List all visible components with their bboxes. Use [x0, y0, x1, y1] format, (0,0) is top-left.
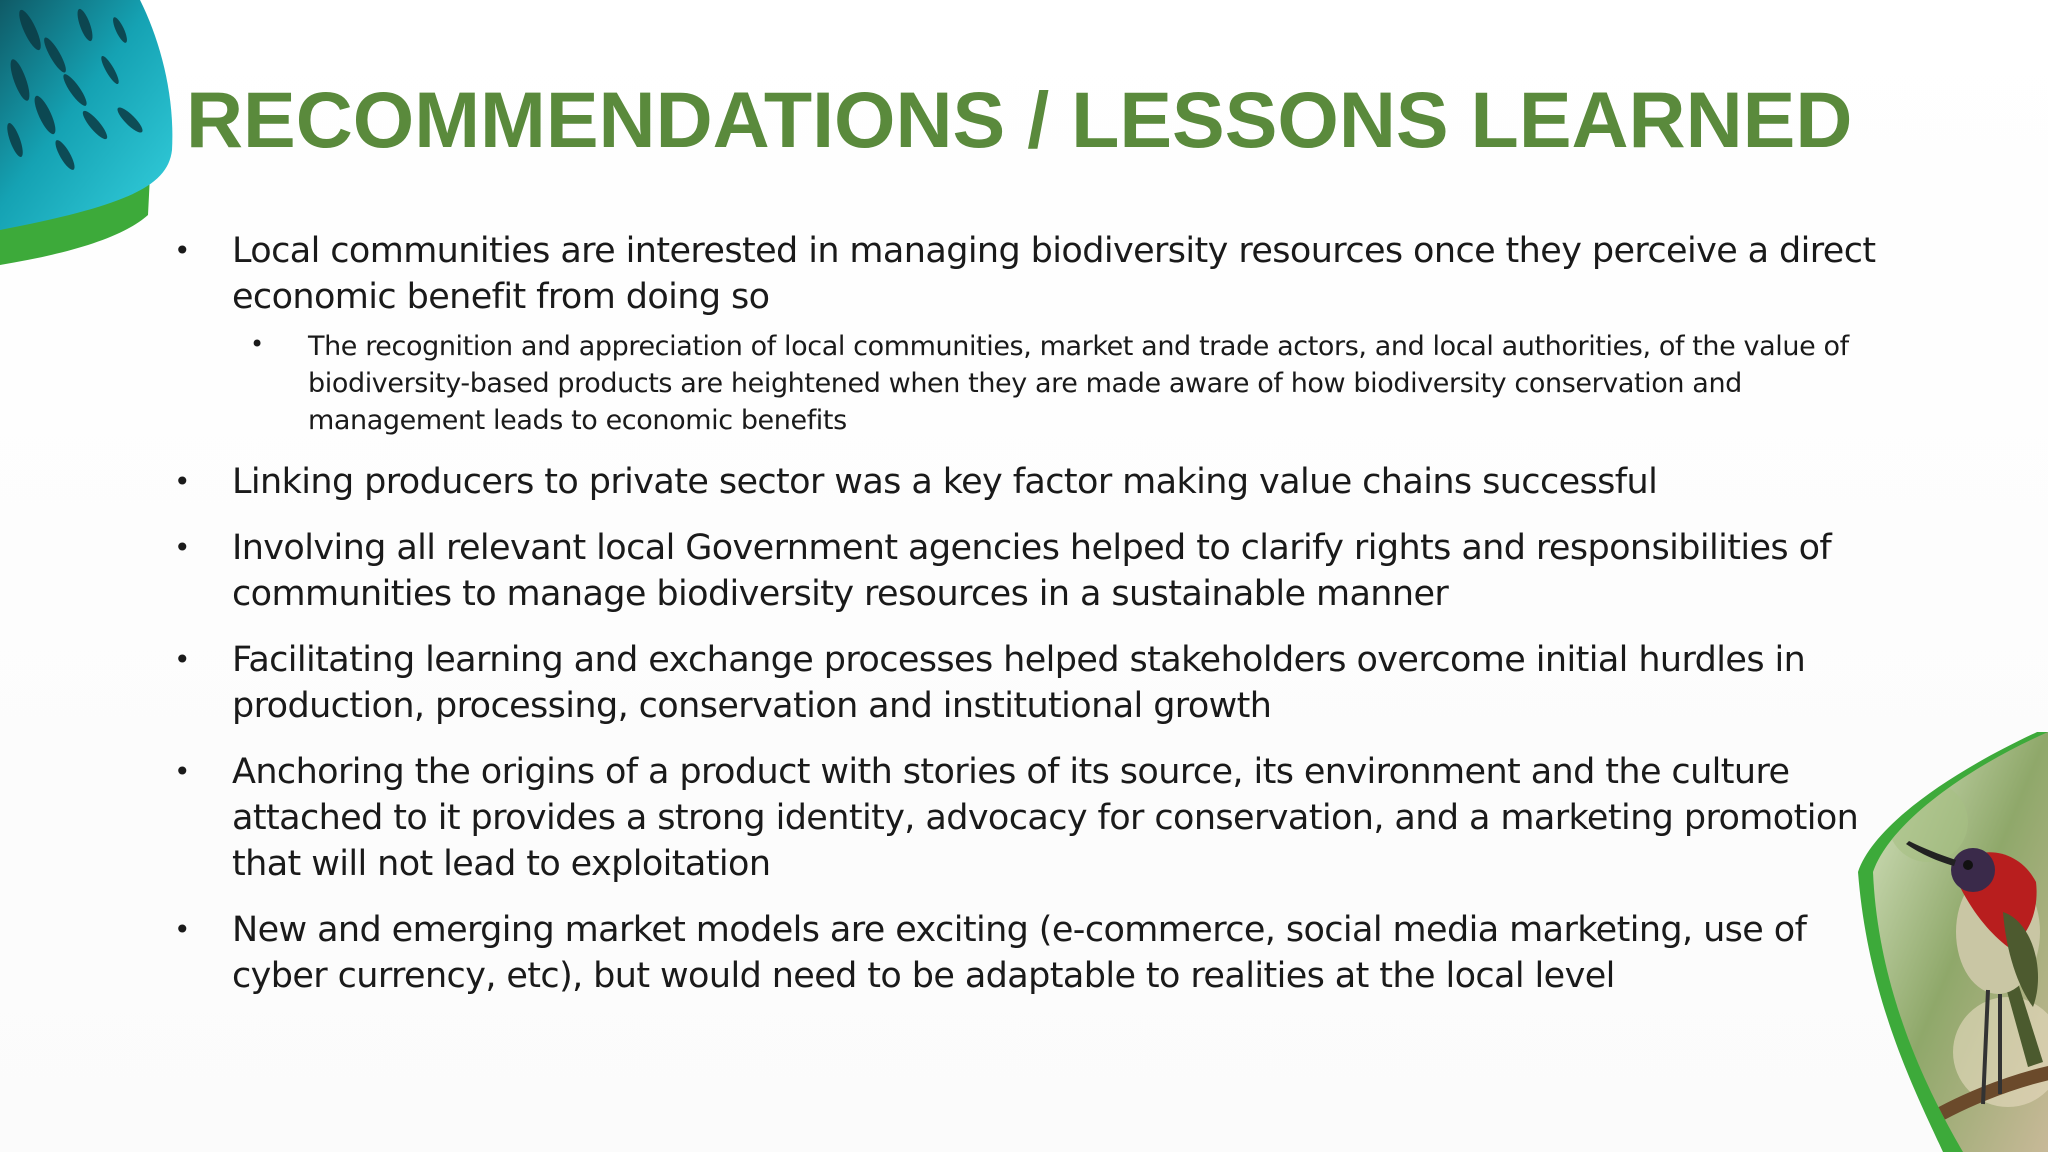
bullet-icon: •: [174, 755, 190, 788]
bullet-text: Involving all relevant local Government agencies helped to clarify rights and responsibilities of communities to manage biodiversity resources in a sustainable manner: [232, 528, 1832, 614]
bullet-icon: •: [174, 465, 190, 498]
sub-bullet-icon: •: [250, 330, 264, 358]
bullet-item: [170, 228, 1890, 439]
bullet-item: [170, 749, 1890, 887]
bullet-text: Local communities are interested in managing biodiversity resources once they perceive a direct economic benefit from doing so: [232, 231, 1876, 317]
bullet-icon: •: [174, 234, 190, 267]
bullet-text: Anchoring the origins of a product with stories of its source, its environment and the culture attached to it provides a strong identity, advocacy for conservation, and a marketing promotion that will not lead to exploitation: [232, 752, 1859, 884]
bullet-list: [170, 228, 1890, 1019]
bullet-item: [170, 525, 1890, 617]
sub-bullet-text: The recognition and appreciation of local communities, market and trade actors, and local authorities, of the value of biodiversity-based products are heightened when they are made aware of how biodiversity conservation and management leads to economic benefits: [308, 331, 1849, 436]
bullet-icon: •: [174, 643, 190, 676]
sub-bullet-item: [170, 328, 1890, 439]
fish-school-image: [0, 0, 190, 270]
slide-title: RECOMMENDATIONS / LESSONS LEARNED: [186, 75, 1853, 164]
bullet-item: [170, 637, 1890, 729]
bullet-item: [170, 459, 1890, 505]
bullet-icon: •: [174, 913, 190, 946]
bullet-text: Facilitating learning and exchange processes helped stakeholders overcome initial hurdles in production, processing, conservation and institutional growth: [232, 640, 1806, 726]
bullet-item: [170, 907, 1890, 999]
bullet-text: Linking producers to private sector was a key factor making value chains successful: [232, 462, 1658, 502]
bullet-icon: •: [174, 531, 190, 564]
bullet-text: New and emerging market models are exciting (e-commerce, social media marketing, use of cyber currency, etc), but would need to be adaptable to realities at the local level: [232, 910, 1807, 996]
